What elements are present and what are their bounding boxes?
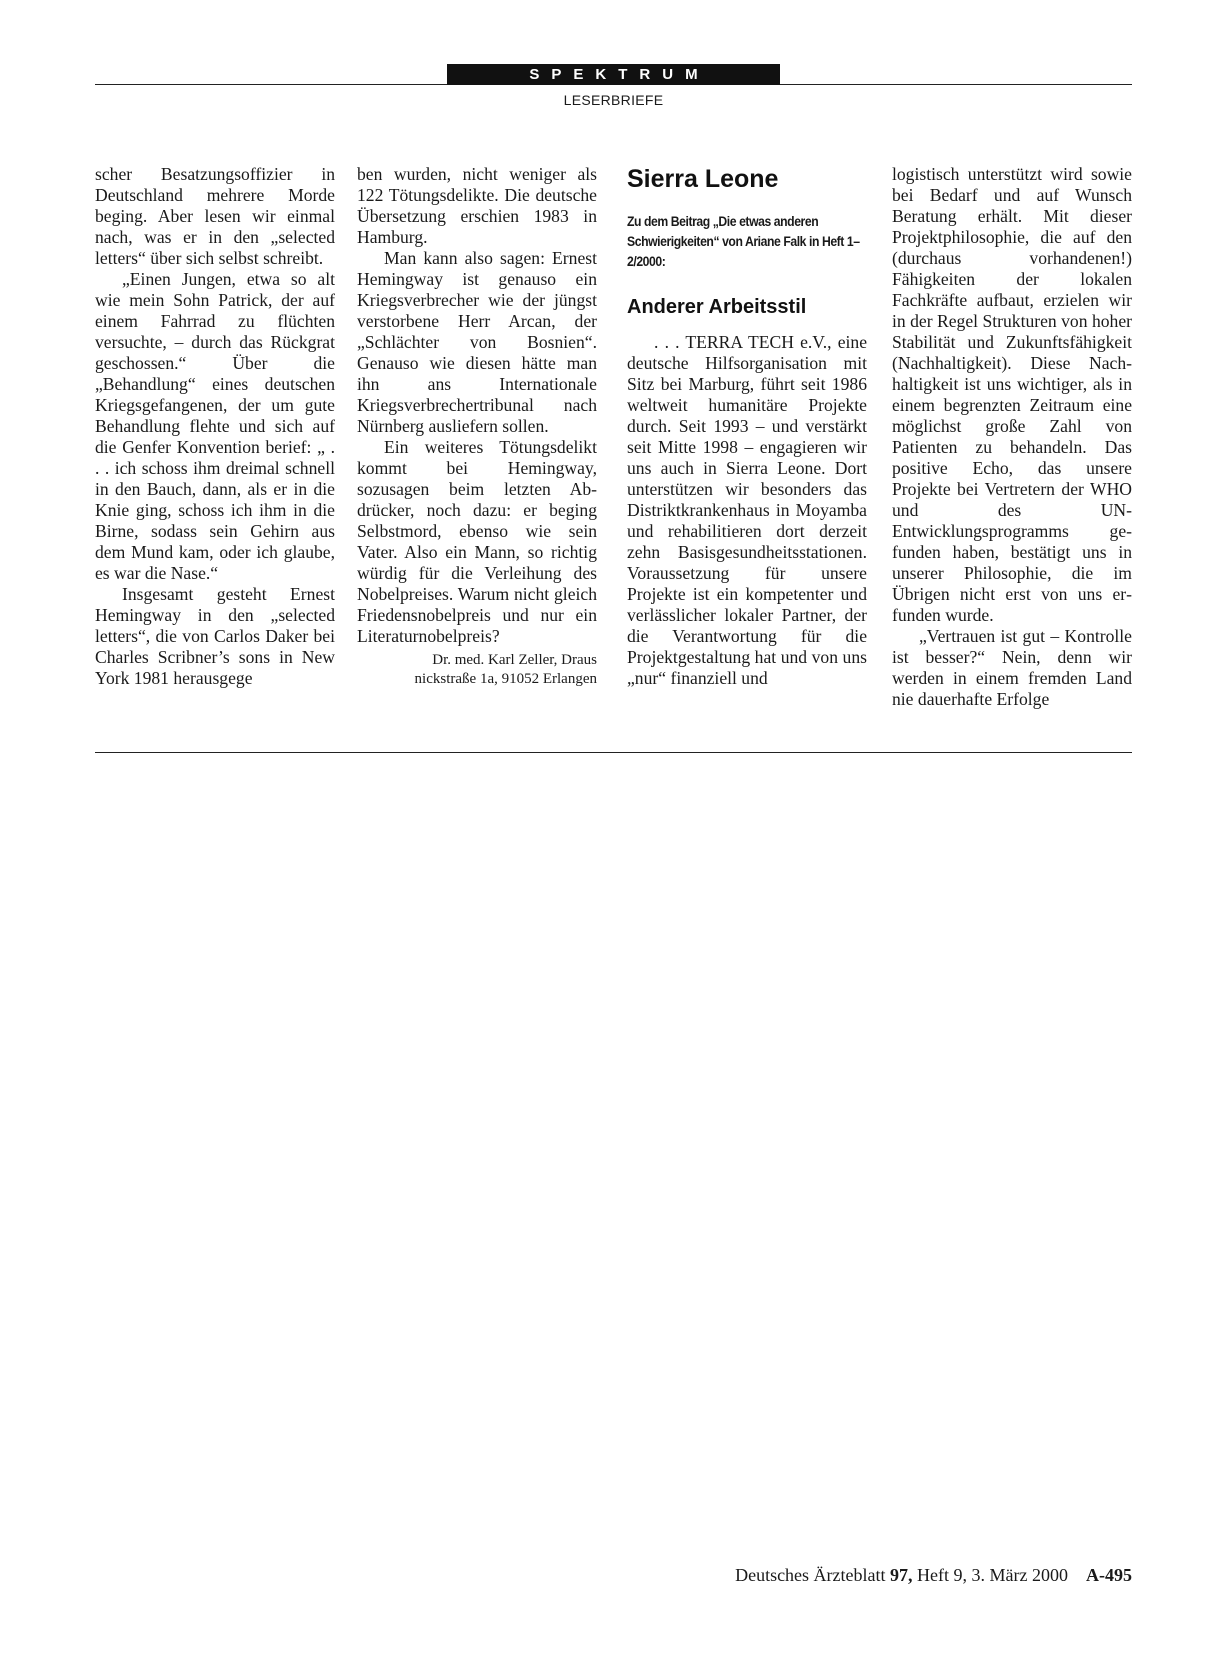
article-reference: Zu dem Beitrag „Die etwas anderen Schwierigkeiten“ von Ariane Falk in Heft 1–2/2000: (627, 214, 860, 270)
signature-line: Dr. med. Karl Zeller, Draus (432, 652, 597, 668)
column-1 (95, 164, 335, 689)
signature-line: nickstraße 1a, 91052 Erlangen (414, 671, 597, 687)
column-3 (627, 164, 867, 689)
paragraph: Ein weiteres Tötungsdelikt kommt bei Hemingway, sozusagen beim letzten Abdrücker, noch dazu: er beging Selbstmord, ebenso wie sein Vater. Also ein Mann, so richtig würdig für die Verleihung des Nobelpreises. Warum nicht gleich Friedensnobelpreis und nur ein Literaturnobelpreis? (357, 437, 597, 646)
column-2 (357, 164, 597, 689)
bottom-rule (95, 752, 1132, 753)
journal-volume: 97, (890, 1565, 913, 1585)
paragraph: ben wurden, nicht weniger als 122 Tötungsdelikte. Die deutsche Übersetzung erschien 1983 in Hamburg. (357, 164, 597, 247)
page-footer (735, 1565, 1132, 1586)
page-number: A-495 (1086, 1565, 1132, 1585)
paragraph: scher Besatzungsoffizier in Deutschland mehrere Morde beging. Aber lesen wir einmal nach, was er in den „selected letters“ über sich selbst schreibt. (95, 164, 335, 268)
article-subtitle: Anderer Arbeitsstil (627, 296, 807, 318)
paragraph: logistisch unterstützt wird sowie bei Bedarf und auf Wunsch Beratung erhält. Mit dieser Projektphilosophie, die auf den (durchaus vorhandenen!) Fähigkeiten der lokalen Fachkräfte aufbaut, erzielen wir in der Regel Strukturen von hoher Stabilität und Zukunftsfähigkeit (Nachhaltigkeit). Diese Nachhaltigkeit ist uns wichtiger, als in einem begrenzten Zeitraum eine möglichst große Zahl von Patienten zu behandeln. Das positive Echo, das unsere Projekte bei Vertretern der WHO und des UN-Entwicklungsprogramms gefunden haben, bestätigt uns in unserer Philosophie, die im Übrigen nicht erst von uns erfunden wurde. (892, 164, 1132, 625)
letter-signature (357, 651, 597, 689)
section-label: SPEKTRUM (447, 64, 780, 85)
column-4 (892, 164, 1132, 710)
paragraph: Man kann also sagen: Ernest Hemingway ist genauso ein Kriegsverbrecher wie der jüngst verstorbene Herr Arcan, der „Schlächter von Bosnien“. Genauso wie diesen hätte man ihn ans Internationale Kriegsverbrechertribunal nach Nürnberg ausliefern sollen. (357, 248, 597, 436)
subsection-label: LESERBRIEFE (563, 92, 664, 108)
paragraph: Insgesamt gesteht Ernest Hemingway in den „selected letters“, die von Carlos Daker bei Charles Scribner’s sons in New York 1981 herausgege (95, 584, 335, 688)
article-title: Sierra Leone (627, 165, 779, 193)
journal-issue: Heft 9, 3. März 2000 (917, 1565, 1068, 1585)
paragraph: „Vertrauen ist gut – Kontrolle ist besser?“ Nein, denn wir werden in einem fremden Land nie dauerhafte Erfolge (892, 626, 1132, 709)
journal-name: Deutsches Ärzteblatt (735, 1565, 886, 1585)
paragraph: . . . TERRA TECH e.V., eine deutsche Hilfsorganisation mit Sitz bei Marburg, führt seit 1986 weltweit humanitäre Projekte durch. Seit 1993 – und verstärkt seit Mitte 1998 – engagieren wir uns auch in Sierra Leone. Dort unterstützen wir besonders das Distriktkrankenhaus in Moyamba und rehabilitieren dort derzeit zehn Basisgesundheitsstationen. Voraussetzung für unsere Projekte ist ein kompetenter und verlässlicher lokaler Partner, der die Verantwortung für die Projektgestaltung hat und von uns „nur“ finanziell und (627, 332, 867, 688)
paragraph: „Einen Jungen, etwa so alt wie mein Sohn Patrick, der auf einem Fahrrad zu flüchten versuchte, – durch das Rückgrat geschossen.“ Über die „Behandlung“ eines deutschen Kriegsgefangenen, der um gute Behandlung flehte und sich auf die Genfer Konvention berief: „ . . . ich schoss ihm dreimal schnell in den Bauch, dann, als er in die Knie ging, schoss ich ihm in die Birne, sodass sein Gehirn aus dem Mund kam, oder ich glaube, es war die Nase.“ (95, 269, 335, 583)
